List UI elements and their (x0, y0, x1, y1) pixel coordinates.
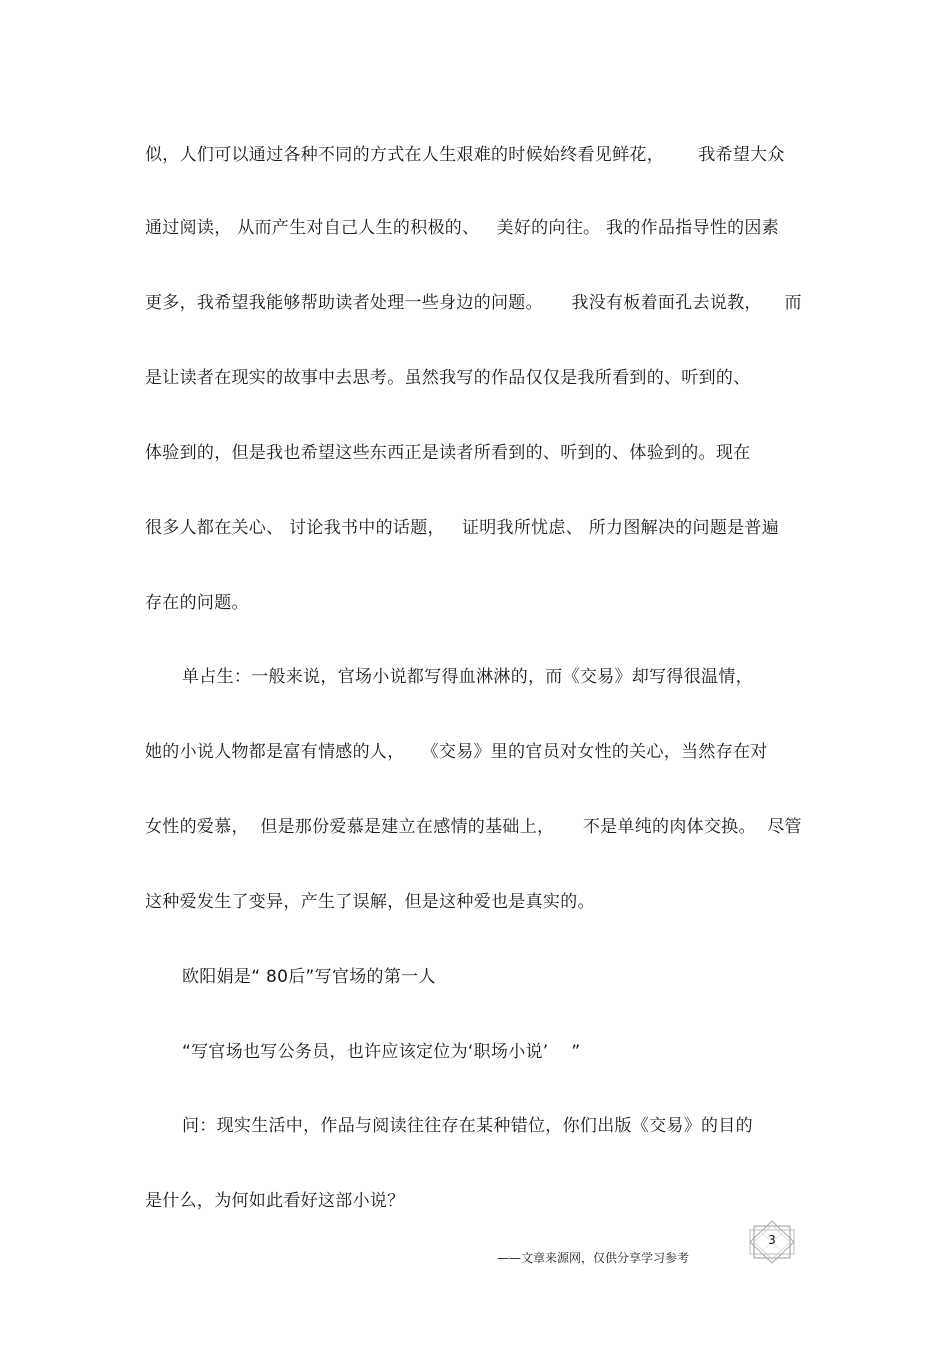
body-line-1: 似，人们可以通过各种不同的方式在人生艰难的时候始终看见鲜花， 我希望大众 (145, 145, 785, 165)
body-line-4: 是让读者在现实的故事中去思考。虽然我写的作品仅仅是我所看到的、听到的、 (145, 368, 751, 388)
body-line-15: 是什么，为何如此看好这部小说？ (145, 1191, 405, 1211)
section-subheading: “写官场也写公务员，也许应该定位为‘职场小说’ ” (182, 1042, 581, 1062)
body-line-10: 女性的爱慕， 但是那份爱慕是建立在感情的基础上， 不是单纯的肉体交换。 尽管 (145, 817, 802, 837)
section-heading: 欧阳娟是“ 80后”写官场的第一人 (182, 967, 436, 987)
page-number: 3 (768, 1233, 776, 1247)
body-line-8: 单占生：一般来说，官场小说都写得血淋淋的，而《交易》却写得很温情， (182, 667, 753, 687)
body-line-11: 这种爱发生了变异，产生了误解，但是这种爱也是真实的。 (145, 892, 595, 912)
page-number-badge (748, 1220, 796, 1264)
footer-source-note: ——文章来源网，仅供分享学习参考 (497, 1251, 690, 1265)
body-line-6: 很多人都在关心、 讨论我书中的话题， 证明我所忧虑、 所力图解决的问题是普遍 (145, 518, 780, 538)
body-line-5: 体验到的，但是我也希望这些东西正是读者所看到的、听到的、体验到的。现在 (145, 443, 751, 463)
body-line-7: 存在的问题。 (145, 593, 249, 613)
body-line-3: 更多，我希望我能够帮助读者处理一些身边的问题。 我没有板着面孔去说教， 而 (145, 293, 802, 313)
body-line-2: 通过阅读， 从而产生对自己人生的积极的、 美好的向往。 我的作品指导性的因素 (145, 218, 780, 238)
body-line-9: 她的小说人物都是富有情感的人， 《交易》里的官员对女性的关心，当然存在对 (145, 742, 768, 762)
body-line-14: 问：现实生活中，作品与阅读往往存在某种错位，你们出版《交易》的目的 (182, 1116, 753, 1136)
